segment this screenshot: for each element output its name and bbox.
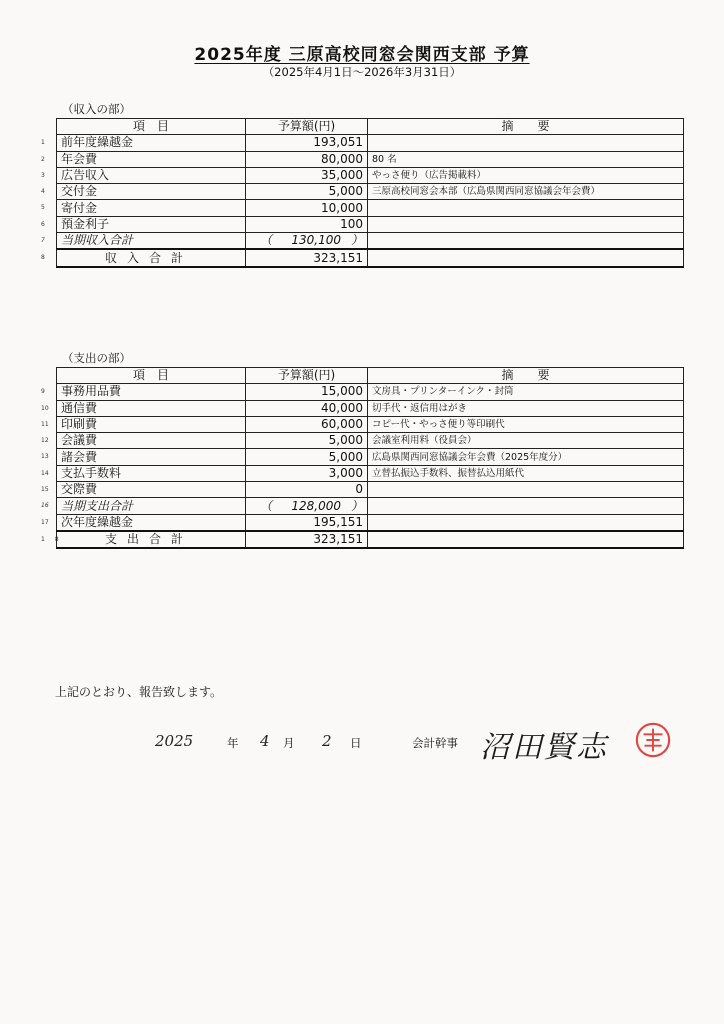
cell-amount — [246, 498, 368, 514]
cell-note — [368, 498, 684, 514]
cell-note — [368, 514, 684, 531]
item-label: 前年度繰越金 — [61, 135, 134, 150]
row-number: 18 — [41, 535, 69, 543]
amount-value: 60,000 — [321, 417, 363, 432]
item-label: 支払手数料 — [61, 465, 122, 480]
cell-item — [41, 433, 246, 449]
cell-amount — [246, 482, 368, 498]
table-row — [57, 200, 684, 216]
cell-item — [41, 531, 246, 548]
row-number: 5 — [41, 204, 45, 212]
row-number: 15 — [41, 486, 49, 494]
amount-value: 195,151 — [313, 514, 363, 529]
table-row — [57, 216, 684, 232]
item-label: 印刷費 — [61, 417, 98, 432]
column-header-amount: 予算額(円) — [246, 119, 368, 135]
item-label: 年会費 — [61, 151, 98, 166]
cell-note: 三原高校同窓会本部（広島県関西同窓協議会年会費） — [368, 184, 684, 200]
cell-item — [41, 449, 246, 465]
total-row — [57, 249, 684, 266]
cell-amount — [246, 465, 368, 481]
row-number: 13 — [41, 453, 49, 461]
amount-value: 3,000 — [328, 465, 363, 480]
cell-note — [368, 531, 684, 548]
amount-value: 5,000 — [328, 184, 363, 199]
cell-amount — [246, 449, 368, 465]
cell-amount — [246, 400, 368, 416]
item-label: 交付金 — [61, 184, 98, 199]
cell-amount — [246, 167, 368, 183]
cell-amount — [246, 249, 368, 266]
amount-value: 323,151 — [313, 250, 363, 265]
amount-value: 193,051 — [313, 135, 363, 150]
amount-value: 10,000 — [321, 200, 363, 215]
table-row — [57, 400, 684, 416]
table-row — [57, 433, 684, 449]
cell-item — [41, 233, 246, 250]
item-label: 支出合計 — [104, 532, 193, 547]
cell-amount — [246, 216, 368, 232]
cell-note — [368, 135, 684, 151]
row-number: 12 — [41, 437, 49, 445]
table-row — [57, 498, 684, 514]
cell-note: 文房具・プリンターインク・封筒 — [368, 384, 684, 400]
date-year-unit: 年 — [227, 736, 239, 750]
item-label: 諸会費 — [61, 449, 98, 464]
expense-table — [41, 367, 684, 549]
cell-amount — [246, 135, 368, 151]
cell-note: 立替払振込手数料、振替払込用紙代 — [368, 465, 684, 481]
cell-note: 80 名 — [368, 151, 684, 167]
item-label: 交際費 — [61, 482, 98, 497]
cell-item — [41, 200, 246, 216]
seal-stamp-icon — [634, 721, 672, 759]
cell-amount — [246, 514, 368, 531]
signer-role: 会計幹事 — [412, 736, 458, 750]
item-label: 当期支出合計 — [61, 498, 134, 513]
amount-value: 40,000 — [321, 400, 363, 415]
amount-value: 80,000 — [321, 151, 363, 166]
column-header-note: 摘 要 — [368, 119, 684, 135]
table-row — [57, 384, 684, 400]
row-number: 14 — [41, 469, 49, 477]
row-number: 7 — [41, 237, 45, 245]
cell-item — [41, 135, 246, 151]
amount-value: 130,100 — [291, 233, 341, 248]
cell-amount — [246, 416, 368, 432]
column-header-item: 項 目 — [57, 368, 246, 384]
closing-statement: 上記のとおり、報告致します。 — [55, 685, 223, 699]
amount-value: 323,151 — [313, 532, 363, 547]
cell-item — [41, 249, 246, 266]
cell-note: 切手代・返信用はがき — [368, 400, 684, 416]
row-number: 17 — [41, 518, 49, 526]
table-row — [57, 449, 684, 465]
item-label: 事務用品費 — [61, 384, 122, 399]
cell-note: 会議室利用料（役員会） — [368, 433, 684, 449]
row-number: 4 — [41, 188, 45, 196]
date-day-unit: 日 — [350, 736, 362, 750]
paren-open: （ — [260, 233, 273, 248]
cell-item — [41, 184, 246, 200]
item-label: 収入合計 — [104, 250, 193, 265]
item-label: 広告収入 — [61, 168, 110, 183]
table-row — [57, 135, 684, 151]
row-number: 3 — [41, 171, 45, 179]
income-section-label: （収入の部） — [62, 102, 131, 116]
cell-amount — [246, 531, 368, 548]
cell-amount — [246, 200, 368, 216]
table-row — [57, 465, 684, 481]
item-label: 当期収入合計 — [61, 233, 134, 248]
cell-amount — [246, 384, 368, 400]
cell-amount — [246, 151, 368, 167]
cell-note — [368, 482, 684, 498]
cell-item — [41, 465, 246, 481]
cell-item — [41, 384, 246, 400]
table-row — [57, 233, 684, 250]
table-row — [57, 184, 684, 200]
amount-value: 0 — [355, 482, 363, 497]
amount-value: 128,000 — [291, 498, 341, 513]
item-label: 寄付金 — [61, 200, 98, 215]
column-header-item: 項 目 — [57, 119, 246, 135]
amount-value: 35,000 — [321, 168, 363, 183]
column-header-note: 摘 要 — [368, 368, 684, 384]
cell-item — [41, 514, 246, 531]
paren-close: ） — [350, 498, 363, 513]
item-label: 通信費 — [61, 400, 98, 415]
date-year: 2025 — [155, 732, 194, 750]
amount-value: 5,000 — [328, 449, 363, 464]
cell-note — [368, 216, 684, 232]
item-label: 次年度繰越金 — [61, 514, 134, 529]
expense-section-label: （支出の部） — [62, 351, 131, 365]
row-number: 16 — [41, 502, 49, 510]
paren-close: ） — [350, 233, 363, 248]
cell-item — [41, 216, 246, 232]
income-table — [41, 118, 684, 268]
cell-note — [368, 249, 684, 266]
column-header-amount: 予算額(円) — [246, 368, 368, 384]
row-number: 1 — [41, 139, 45, 147]
page-title: 2025年度 三原高校同窓会関西支部 予算 — [194, 45, 530, 65]
table-row — [57, 416, 684, 432]
date-month-unit: 月 — [283, 736, 295, 750]
table-row — [57, 167, 684, 183]
table-row — [57, 514, 684, 531]
cell-item — [41, 400, 246, 416]
row-number: 9 — [41, 388, 45, 396]
amount-value: 5,000 — [328, 433, 363, 448]
date-day: 2 — [322, 732, 332, 750]
handwritten-signature: 沼田賢志 — [480, 730, 608, 765]
signature-block — [150, 730, 710, 765]
cell-amount — [246, 433, 368, 449]
cell-note — [368, 200, 684, 216]
total-row — [57, 531, 684, 548]
row-number: 8 — [41, 254, 55, 262]
cell-item — [41, 498, 246, 514]
cell-item — [41, 167, 246, 183]
cell-note: 広島県関西同窓協議会年会費（2025年度分） — [368, 449, 684, 465]
table-row — [57, 151, 684, 167]
cell-amount — [246, 233, 368, 250]
cell-amount — [246, 184, 368, 200]
table-row — [57, 482, 684, 498]
item-label: 会議費 — [61, 433, 98, 448]
date-month: 4 — [260, 732, 270, 750]
cell-note: コピー代・やっさ便り等印刷代 — [368, 416, 684, 432]
row-number: 6 — [41, 220, 45, 228]
page-subtitle: （2025年4月1日～2026年3月31日） — [262, 65, 462, 79]
cell-item — [41, 482, 246, 498]
item-label: 預金利子 — [61, 216, 110, 231]
row-number: 11 — [41, 420, 49, 428]
cell-note: やっさ便り（広告掲載料） — [368, 167, 684, 183]
amount-value: 15,000 — [321, 384, 363, 399]
paren-open: （ — [260, 498, 273, 513]
row-number: 2 — [41, 155, 45, 163]
cell-item — [41, 151, 246, 167]
amount-value: 100 — [340, 216, 363, 231]
cell-note — [368, 233, 684, 250]
row-number: 10 — [41, 404, 49, 412]
cell-item — [41, 416, 246, 432]
